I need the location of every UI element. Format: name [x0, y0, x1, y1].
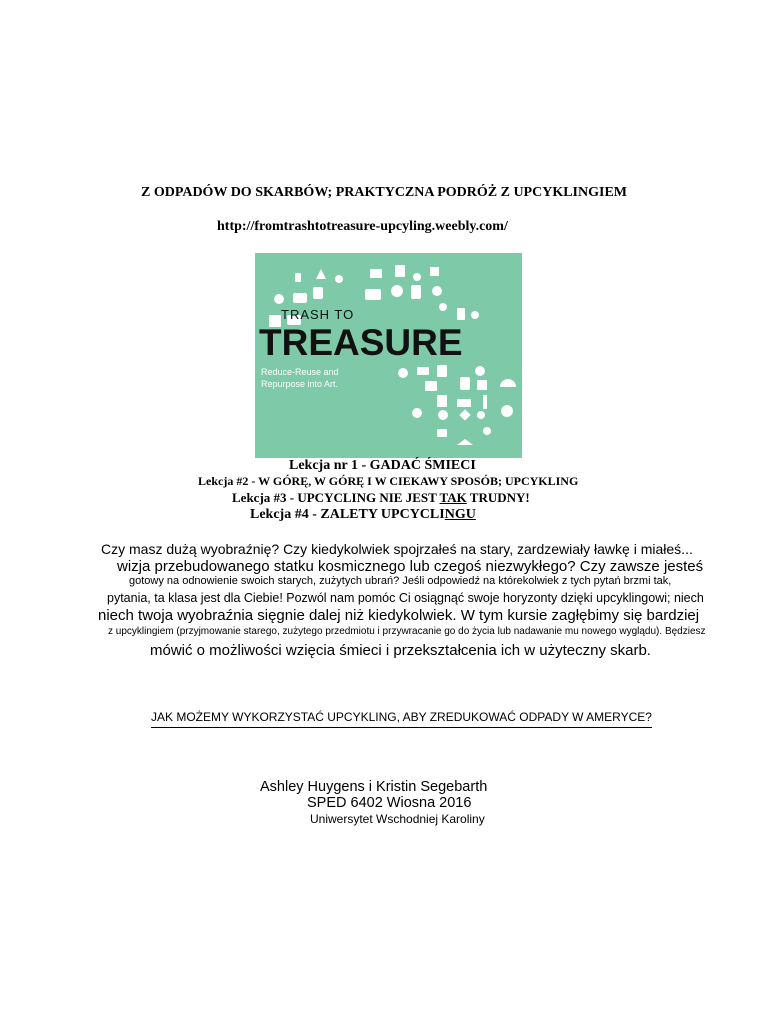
bag-icon — [437, 395, 447, 407]
camera-icon — [293, 293, 307, 303]
banner-heading-small: TRASH TO — [281, 307, 355, 322]
lock-icon — [477, 380, 487, 390]
book-icon — [457, 399, 471, 407]
lesson-3 — [232, 490, 530, 506]
lesson-4 — [250, 507, 476, 523]
suitcase-icon — [365, 289, 381, 300]
lesson-4-underlined: NGU — [444, 507, 476, 522]
lesson-3-underlined: TAK — [439, 490, 467, 505]
lesson-3-text-end: TRUDNY! — [466, 490, 530, 505]
mug-icon — [437, 429, 447, 437]
can-icon — [460, 377, 470, 390]
university: Uniwersytet Wschodniej Karoliny — [310, 812, 485, 826]
spoon-icon — [439, 303, 447, 311]
lesson-4-text: Lekcja #4 - ZALETY UPCYCLI — [250, 507, 445, 522]
paragraph-line-6: z upcyklingiem (przyjmowanie starego, zużytego przedmiotu i przywracanie go do życia lub nadawanie mu nowego wyglądu). Będziesz — [108, 626, 706, 637]
jar-icon — [457, 308, 465, 320]
dot-icon — [335, 275, 343, 283]
leaf-icon — [501, 405, 513, 417]
paragraph-line-3: gotowy na odnowienie swoich starych, zużytych ubrań? Jeśli odpowiedź na którekolwiek z tych pytań brzmi tak, — [129, 575, 672, 587]
paragraph-line-4: pytania, ta klasa jest dla Ciebie! Pozwól nam pomóc Ci osiągnąć swoje horyzonty dzięki upcyklingowi; niech — [107, 591, 704, 605]
lesson-3-text: Lekcja #3 - UPCYCLING NIE JEST — [232, 490, 440, 505]
paragraph-line-5: niech twoja wyobraźnia sięgnie dalej niż kiedykolwiek. W tym kursie zagłębimy się bardziej — [98, 607, 700, 624]
eye2-icon — [412, 408, 422, 418]
clock-icon — [391, 285, 403, 297]
tire-icon — [398, 368, 408, 378]
paragraph-line-7: mówić o możliwości wzięcia śmieci i przekształcenia ich w użyteczny skarb. — [150, 642, 651, 659]
banner-graphic — [255, 253, 522, 458]
banner-tagline-2: Repurpose into Art. — [261, 379, 339, 389]
fork-icon — [483, 395, 487, 409]
lamp-icon — [432, 286, 442, 296]
lesson-1: Lekcja nr 1 - GADAĆ ŚMIECI — [289, 458, 476, 473]
authors: Ashley Huygens i Kristin Segebarth — [260, 779, 488, 795]
plate-icon — [475, 366, 485, 376]
bulb-icon — [438, 410, 448, 420]
bucket-icon — [395, 265, 405, 277]
website-url[interactable]: http://fromtrashtotreasure-upcyling.weebly.com/ — [217, 219, 508, 234]
guiding-question: JAK MOŻEMY WYKORZYSTAĆ UPCYKLING, ABY ZREDUKOWAĆ ODPADY W AMERYCE? — [151, 710, 652, 728]
jar2-icon — [437, 365, 447, 377]
ring-icon — [413, 273, 421, 281]
banner-heading-large: TREASURE — [259, 322, 463, 363]
glasses-icon — [417, 367, 429, 375]
bottle-icon — [295, 273, 301, 282]
document-title: Z ODPADÓW DO SKARBÓW; PRAKTYCZNA PODRÓŻ Z UPCYKLINGIEM — [140, 185, 627, 200]
course-info: SPED 6402 Wiosna 2016 — [307, 795, 472, 811]
button-icon — [471, 311, 479, 319]
shoe-icon — [313, 287, 323, 299]
tv-icon — [370, 269, 382, 278]
paragraph-line-2: wizja przebudowanego statku kosmicznego lub czegoś niezwykłego? Czy zawsze jesteś — [117, 558, 704, 575]
eye-icon — [274, 294, 284, 304]
television-icon — [425, 381, 437, 391]
box-icon — [430, 267, 439, 276]
trash-to-treasure-banner — [255, 253, 522, 458]
key-icon — [483, 427, 491, 435]
lesson-2: Lekcja #2 - W GÓRĘ, W GÓRĘ I W CIEKAWY SPOSÓB; UPCYKLING — [198, 474, 579, 488]
gear-icon — [477, 411, 485, 419]
paragraph-line-1: Czy masz dużą wyobraźnię? Czy kiedykolwiek spojrzałeś na stary, zardzewiały ławkę i miałeś... — [101, 541, 693, 557]
phone-icon — [411, 285, 421, 299]
banner-tagline-1: Reduce-Reuse and — [261, 367, 339, 377]
